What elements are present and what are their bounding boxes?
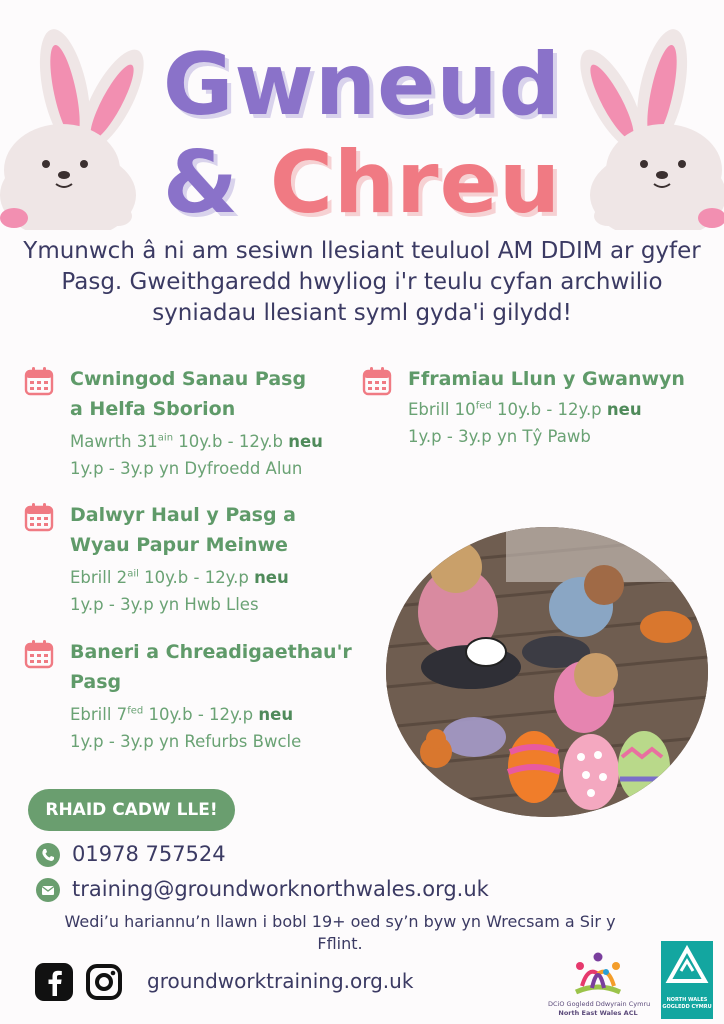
groundwork-logo-line-1: NORTH WALES	[666, 997, 708, 1003]
north-east-wales-acl-logo	[548, 944, 651, 1018]
event-details	[70, 428, 323, 482]
event-time: 10y.b - 12y.p	[491, 400, 607, 419]
groundwork-logo-line-2: GOGLEDD CYMRU	[662, 1004, 712, 1010]
calendar-icon	[362, 366, 392, 396]
event-date-suffix: ail	[127, 568, 139, 580]
website-link[interactable]: groundworktraining.org.uk	[147, 969, 414, 993]
event-or: neu	[288, 432, 323, 451]
calendar-icon	[24, 502, 54, 532]
event-3	[24, 500, 364, 620]
event-title-line: Pasg	[70, 671, 122, 693]
groundwork-north-wales-logo	[661, 941, 713, 1019]
event-time: 10y.b - 12y.p	[143, 705, 259, 724]
phone-row	[36, 839, 336, 869]
event-title	[70, 637, 352, 697]
event-2	[362, 364, 702, 454]
title-word-chreu: Chreu	[269, 133, 562, 233]
event-or: neu	[254, 568, 289, 587]
event-time: 10y.b - 12y.p	[138, 568, 255, 587]
event-title	[70, 364, 306, 424]
phone-number[interactable]: 01978 757524	[72, 842, 226, 866]
event-venue: 1y.p - 3y.p yn Tŷ Pawb	[408, 427, 591, 446]
event-details	[70, 701, 301, 755]
event-title	[408, 364, 685, 394]
email-row	[36, 874, 556, 904]
event-details	[70, 564, 289, 618]
event-title-line: Cwningod Sanau Pasg	[70, 368, 307, 390]
event-title-line: Wyau Papur Meinwe	[70, 534, 288, 556]
event-details	[408, 396, 642, 450]
event-title-line: Dalwyr Haul y Pasg a	[70, 504, 296, 526]
event-venue: 1y.p - 3y.p yn Hwb Lles	[70, 595, 259, 614]
event-title-line: a Helfa Sborion	[70, 398, 236, 420]
booking-required-badge: RHAID CADW LLE!	[28, 789, 235, 831]
acl-logo-line-1: DCiO Gogledd Ddwyrain Cymru	[548, 1000, 651, 1008]
event-title-line: Baneri a Chreadigaethau'r	[70, 641, 352, 663]
event-date: Ebrill 10	[408, 400, 476, 419]
acl-logo-line-2: North East Wales ACL	[558, 1009, 638, 1017]
email-address[interactable]: training@groundworknorthwales.org.uk	[72, 877, 489, 901]
title-line-2	[0, 133, 724, 233]
event-date: Ebrill 2	[70, 568, 128, 587]
facebook-icon[interactable]	[34, 962, 74, 1002]
event-or: neu	[258, 705, 294, 724]
intro-text: Ymunwch â ni am sesiwn llesiant teuluol AM DDIM ar gyfer Pasg. Gweithgaredd hwyliog i'r teulu cyfan archwilio syniadau llesiant syml gyda'i gilydd!	[23, 238, 701, 326]
photo-illustration	[386, 527, 708, 817]
children-crafting-photo	[386, 527, 708, 817]
title-ampersand: &	[162, 133, 239, 233]
event-or: neu	[606, 400, 642, 419]
calendar-icon	[24, 366, 54, 396]
event-venue: 1y.p - 3y.p yn Refurbs Bwcle	[70, 732, 302, 751]
funding-note: Wedi’u hariannu’n llawn i bobl 19+ oed sy’n byw yn Wrecsam a Sir y Fflint.	[64, 912, 616, 953]
event-date: Mawrth 31	[70, 432, 158, 451]
title-line-1: Gwneud	[162, 35, 562, 135]
groundwork-logo-mark	[661, 941, 713, 993]
event-4	[24, 637, 384, 757]
event-1	[24, 364, 364, 484]
event-title	[70, 500, 296, 560]
instagram-icon[interactable]	[84, 962, 124, 1002]
phone-icon	[36, 843, 60, 867]
event-date-suffix: fed	[475, 400, 492, 412]
calendar-icon	[24, 639, 54, 669]
event-date: Ebrill 7	[70, 705, 128, 724]
email-icon	[36, 878, 60, 902]
event-date-suffix: ain	[157, 432, 174, 444]
event-date-suffix: fed	[127, 705, 144, 717]
event-time: 10y.b - 12y.b	[173, 432, 289, 451]
acl-logo-mark	[548, 944, 648, 1000]
event-venue: 1y.p - 3y.p yn Dyfroedd Alun	[70, 459, 303, 478]
event-title-line: Fframiau Llun y Gwanwyn	[408, 368, 685, 390]
